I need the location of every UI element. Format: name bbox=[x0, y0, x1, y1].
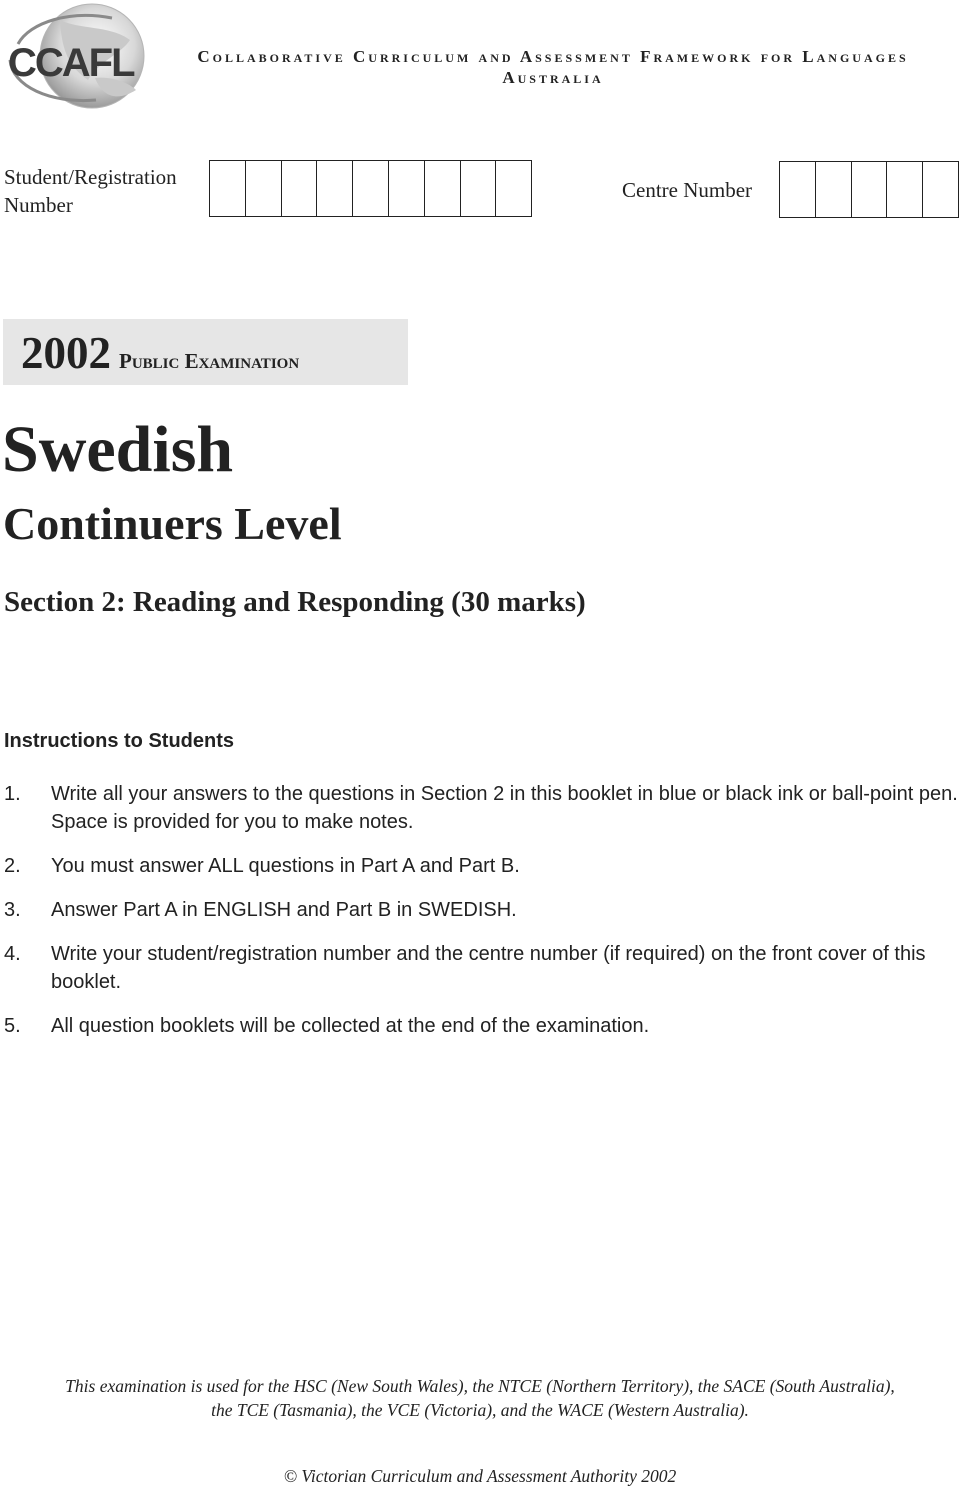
student-number-digit-box[interactable] bbox=[461, 160, 497, 217]
section-title: Section 2: Reading and Responding (30 marks) bbox=[4, 586, 586, 618]
instructions-heading: Instructions to Students bbox=[4, 730, 234, 752]
student-number-boxes[interactable] bbox=[209, 160, 532, 217]
student-number-digit-box[interactable] bbox=[246, 160, 282, 217]
instruction-number: 2. bbox=[4, 855, 21, 877]
level-title: Continuers Level bbox=[3, 498, 342, 549]
instruction-text: All question booklets will be collected at the end of the examination. bbox=[51, 1015, 650, 1037]
exam-type: Public Examination bbox=[119, 349, 300, 373]
exam-banner bbox=[3, 319, 408, 385]
centre-number-digit-box[interactable] bbox=[887, 161, 923, 218]
centre-number-digit-box[interactable] bbox=[923, 161, 959, 218]
instruction-number: 4. bbox=[4, 943, 21, 965]
centre-number-label: Centre Number bbox=[622, 178, 753, 202]
student-number-digit-box[interactable] bbox=[353, 160, 389, 217]
instruction-text: You must answer ALL questions in Part A and Part B. bbox=[51, 855, 520, 877]
instruction-item bbox=[4, 852, 960, 880]
instruction-number: 1. bbox=[4, 783, 21, 805]
instruction-text: Write your student/registration number and the centre number (if required) on the front cover of this booklet. bbox=[51, 943, 926, 993]
footer-note-line2: the TCE (Tasmania), the VCE (Victoria), and the WACE (Western Australia). bbox=[211, 1400, 749, 1420]
centre-number-digit-box[interactable] bbox=[816, 161, 852, 218]
exam-year: 2002 bbox=[21, 328, 111, 378]
copyright-notice: © Victorian Curriculum and Assessment Authority 2002 bbox=[283, 1466, 677, 1486]
org-name-line1: Collaborative Curriculum and Assessment Framework for Languages bbox=[197, 47, 909, 66]
student-number-digit-box[interactable] bbox=[425, 160, 461, 217]
student-number-digit-box[interactable] bbox=[496, 160, 532, 217]
instruction-item bbox=[4, 940, 960, 996]
instructions-list bbox=[4, 780, 960, 1056]
footer-note bbox=[0, 1374, 960, 1422]
student-number-digit-box[interactable] bbox=[389, 160, 425, 217]
subject-title: Swedish bbox=[2, 413, 234, 486]
logo-text: CCAFL bbox=[8, 41, 134, 85]
centre-number-digit-box[interactable] bbox=[780, 161, 816, 218]
student-number-digit-box[interactable] bbox=[210, 160, 246, 217]
instruction-number: 5. bbox=[4, 1015, 21, 1037]
instruction-text: Write all your answers to the questions in Section 2 in this booklet in blue or black ink or ball-point pen. Space is provided for you to make notes. bbox=[51, 783, 958, 833]
centre-number-digit-box[interactable] bbox=[852, 161, 888, 218]
org-name-line2: Australia bbox=[502, 68, 604, 87]
instruction-item bbox=[4, 896, 960, 924]
ccafl-logo bbox=[0, 0, 146, 110]
student-number-digit-box[interactable] bbox=[282, 160, 318, 217]
centre-number-boxes[interactable] bbox=[779, 161, 959, 218]
instruction-item bbox=[4, 780, 960, 836]
student-number-digit-box[interactable] bbox=[317, 160, 353, 217]
instruction-number: 3. bbox=[4, 899, 21, 921]
student-number-label: Student/Registration Number bbox=[4, 165, 177, 217]
instruction-item bbox=[4, 1012, 960, 1040]
instruction-text: Answer Part A in ENGLISH and Part B in SWEDISH. bbox=[51, 899, 517, 921]
footer-note-line1: This examination is used for the HSC (New South Wales), the NTCE (Northern Territory), the SACE (South Australia), bbox=[65, 1376, 895, 1396]
